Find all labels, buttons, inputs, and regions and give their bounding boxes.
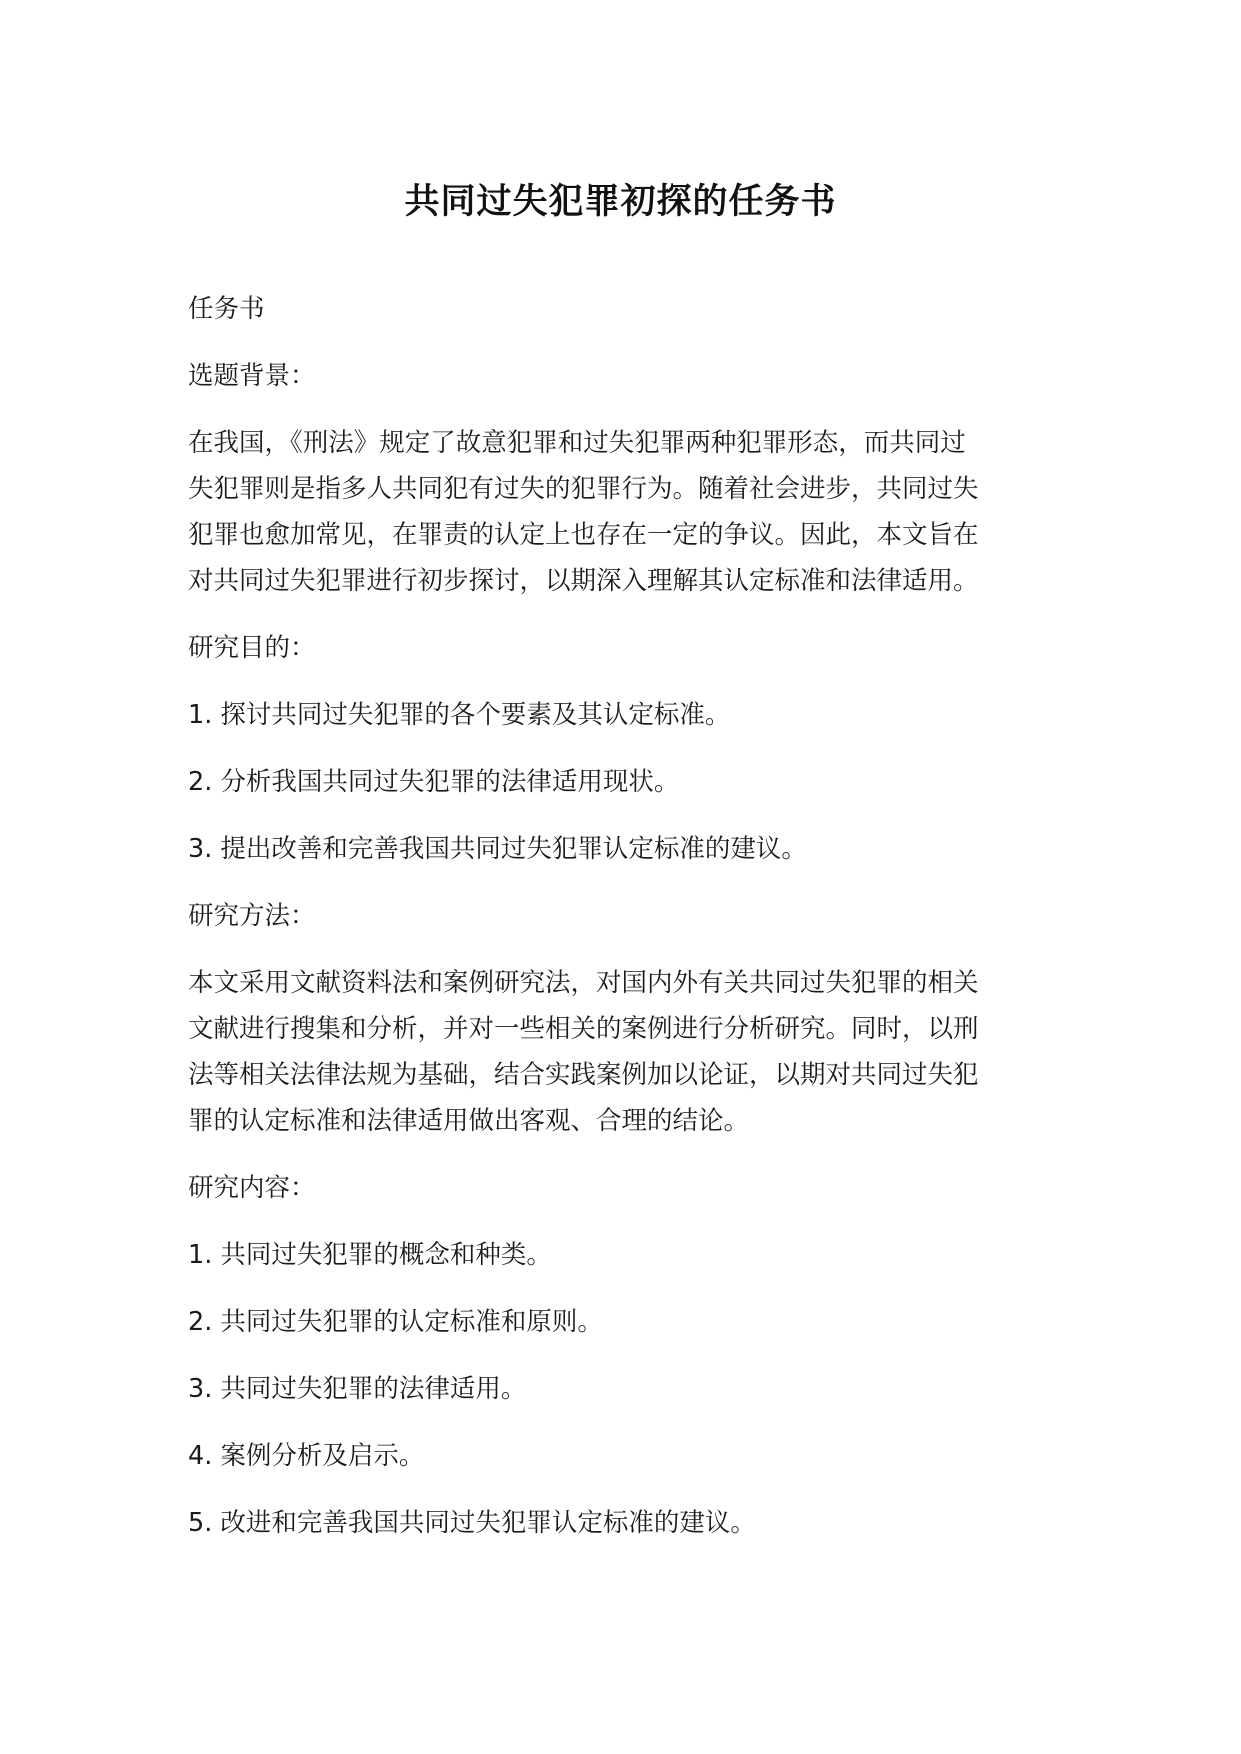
- document-title: 共同过失犯罪初探的任务书: [404, 182, 837, 222]
- content-heading: 研究内容：: [188, 1173, 316, 1203]
- method-line: 罪的认定标准和法律适用做出客观、合理的结论。: [188, 1106, 750, 1136]
- background-line: 失犯罪则是指多人共同犯有过失的犯罪行为。随着社会进步，共同过失: [188, 474, 979, 504]
- method-line: 本文采用文献资料法和案例研究法，对国内外有关共同过失犯罪的相关: [188, 968, 979, 998]
- background-line: 对共同过失犯罪进行初步探讨，以期深入理解其认定标准和法律适用。: [188, 566, 979, 596]
- purpose-item: 1. 探讨共同过失犯罪的各个要素及其认定标准。: [188, 700, 731, 730]
- method-line: 法等相关法律法规为基础，结合实践案例加以论证，以期对共同过失犯: [188, 1060, 979, 1090]
- background-line: 在我国，《刑法》规定了故意犯罪和过失犯罪两种犯罪形态，而共同过: [188, 428, 966, 458]
- method-paragraph: [188, 960, 1040, 1144]
- background-line: 犯罪也愈加常见，在罪责的认定上也存在一定的争议。因此，本文旨在: [188, 520, 979, 550]
- purpose-item: 3. 提出改善和完善我国共同过失犯罪认定标准的建议。: [188, 834, 807, 864]
- content-item: 2. 共同过失犯罪的认定标准和原则。: [188, 1307, 603, 1337]
- method-line: 文献进行搜集和分析，并对一些相关的案例进行分析研究。同时，以刑: [188, 1014, 979, 1044]
- content-item: 1. 共同过失犯罪的概念和种类。: [188, 1240, 552, 1270]
- background-paragraph: [188, 420, 1040, 604]
- method-heading: 研究方法：: [188, 901, 316, 931]
- purpose-heading: 研究目的：: [188, 633, 316, 663]
- task-label: 任务书: [188, 294, 265, 324]
- background-heading: 选题背景：: [188, 361, 316, 391]
- content-item: 5. 改进和完善我国共同过失犯罪认定标准的建议。: [188, 1508, 756, 1538]
- purpose-item: 2. 分析我国共同过失犯罪的法律适用现状。: [188, 767, 680, 797]
- content-item: 3. 共同过失犯罪的法律适用。: [188, 1374, 527, 1404]
- document-body: [188, 292, 1040, 1540]
- content-item: 4. 案例分析及启示。: [188, 1441, 425, 1471]
